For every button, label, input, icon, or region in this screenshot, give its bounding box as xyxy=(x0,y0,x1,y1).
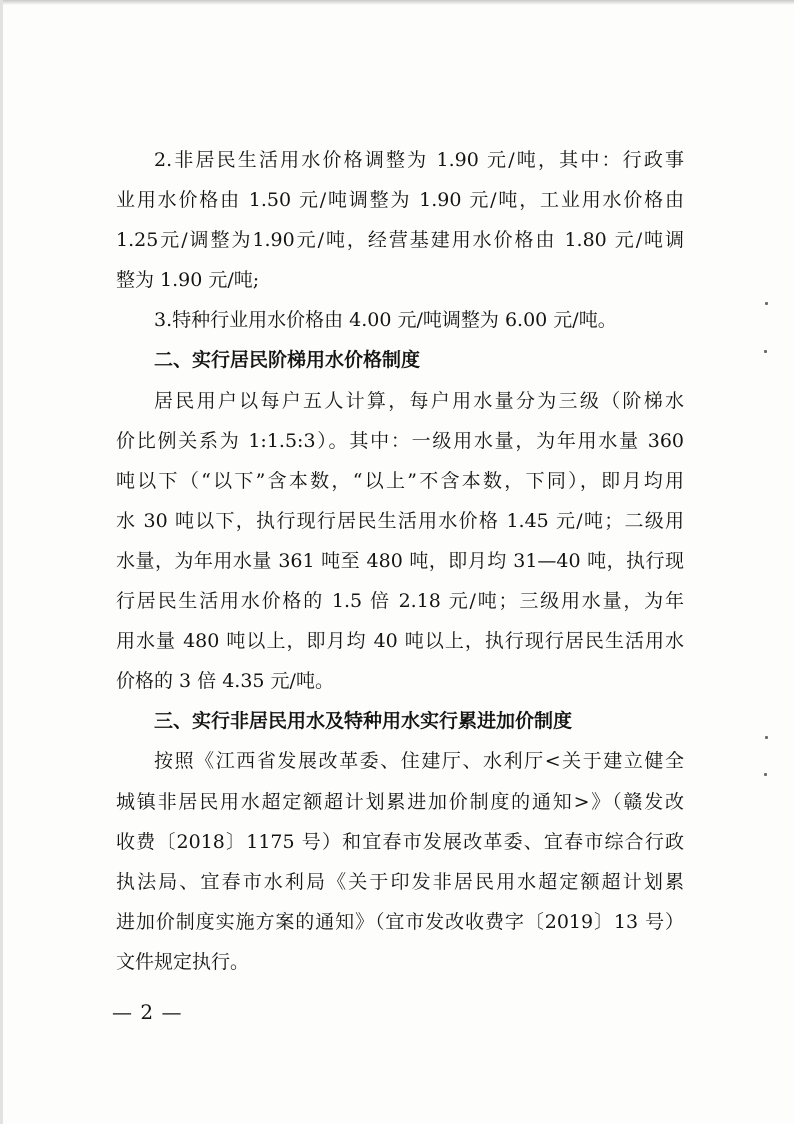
scan-top-edge xyxy=(0,0,794,5)
scan-speck xyxy=(765,302,768,305)
scan-speck xyxy=(764,773,767,776)
body-line: 行居民生活用水价格的 1.5 倍 2.18 元/吨；三级用水量，为年 xyxy=(116,590,684,613)
body-line: 水 30 吨以下，执行现行居民生活用水价格 1.45 元/吨；二级用 xyxy=(116,509,684,532)
scan-left-edge xyxy=(0,0,3,1124)
body-line: 文件规定执行。 xyxy=(116,950,250,973)
body-line: 执法局、宜春市水利局《关于印发非居民用水超定额超计划累 xyxy=(116,870,684,893)
body-line: 整为 1.90 元/吨; xyxy=(116,269,260,292)
body-line: 居民用户以每户五人计算，每户用水量分为三级（阶梯水 xyxy=(154,389,684,412)
body-line: 按照《江西省发展改革委、住建厅、水利厅<关于建立健全 xyxy=(154,750,684,773)
page-number: — 2 — xyxy=(112,1000,183,1024)
body-line: 1.25元/调整为1.90元/吨，经营基建用水价格由 1.80 元/吨调 xyxy=(116,229,684,252)
body-line: 3.特种行业用水价格由 4.00 元/吨调整为 6.00 元/吨。 xyxy=(154,309,617,332)
body-line: 吨以下（“以下”含本数，“以上”不含本数，下同），即月均用 xyxy=(116,469,684,492)
section-heading: 三、实行非居民用水及特种用水实行累进加价制度 xyxy=(154,710,573,733)
scan-speck xyxy=(765,736,768,739)
body-line: 收费〔2018〕1175 号）和宜春市发展改革委、宜春市综合行政 xyxy=(116,830,684,853)
body-line: 价格的 3 倍 4.35 元/吨。 xyxy=(116,670,334,693)
body-line: 进加价制度实施方案的通知》（宜市发改收费字〔2019〕13 号） xyxy=(116,910,684,933)
body-line: 业用水价格由 1.50 元/吨调整为 1.90 元/吨，工业用水价格由 xyxy=(116,189,684,212)
document-body xyxy=(116,140,684,982)
body-line: 水量，为年用水量 361 吨至 480 吨，即月均 31—40 吨，执行现 xyxy=(116,549,684,572)
body-line: 2.非居民生活用水价格调整为 1.90 元/吨，其中：行政事 xyxy=(154,149,684,171)
body-line: 城镇非居民用水超定额超计划累进加价制度的通知>》（赣发改 xyxy=(116,790,684,813)
body-line: 用水量 480 吨以上，即月均 40 吨以上，执行现行居民生活用水 xyxy=(116,630,684,653)
section-heading: 二、实行居民阶梯用水价格制度 xyxy=(154,349,421,372)
scan-speck xyxy=(764,350,767,353)
body-line: 价比例关系为 1:1.5:3）。其中：一级用水量，为年用水量 360 xyxy=(116,429,684,452)
